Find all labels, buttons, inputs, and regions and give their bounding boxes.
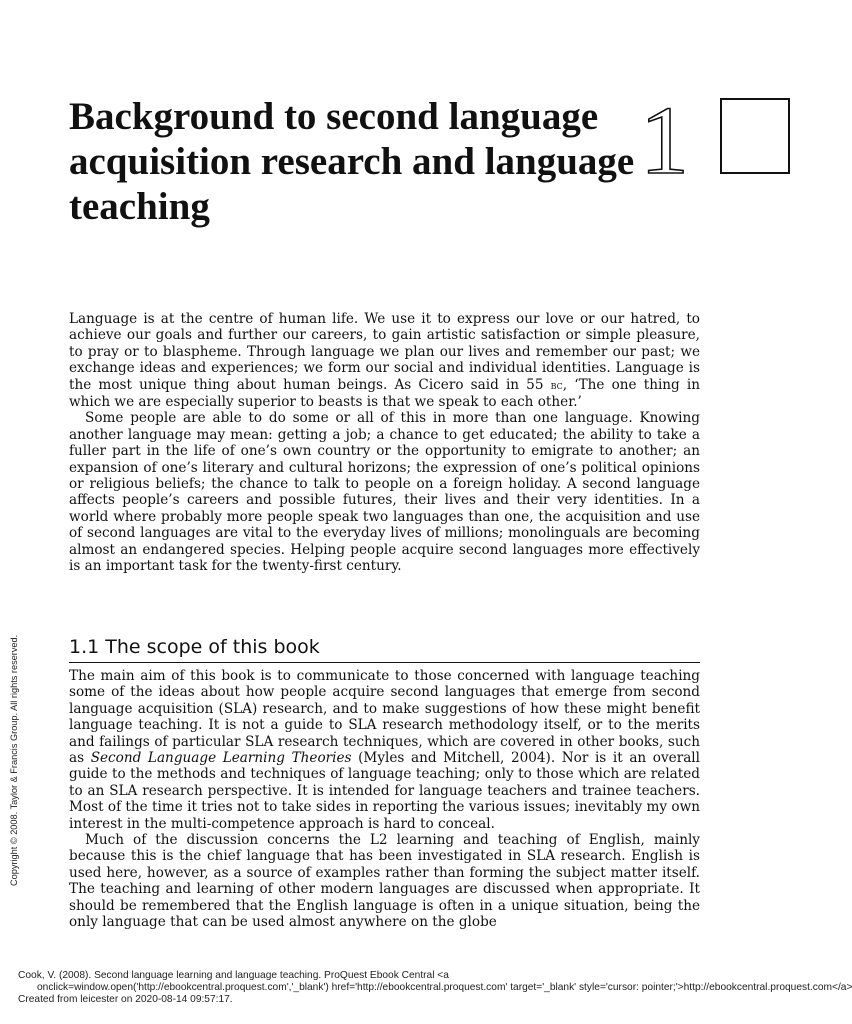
intro-paragraph-1 — [69, 311, 700, 410]
section-paragraph-2: Much of the discussion concerns the L2 learning and teaching of English, mainly because this is the chief language that has been investigated in SLA research. English is used here, however, as a source of examples rather than forming the subject matter itself. The teaching and learning of other modern languages are discussed when appropriate. It should be remembered that the English language is often in a unique situation, being the only language that can be used almost anywhere on the globe — [69, 832, 700, 931]
intro-section — [69, 311, 700, 575]
section-body — [69, 668, 700, 931]
chapter-box-decoration — [720, 98, 790, 174]
chapter-number: 1 — [640, 87, 689, 195]
section-p1-text-end: (Myles and Mitchell, 2004). Nor is it an overall guide to the methods and techniques of language teaching; only to those which are related to an SLA research perspective. It is intended for language teachers and trainee teachers. Most of the time it tries not to take sides in reporting the various issues; inevitably my own interest in the multi-competence approach is hard to conceal. — [69, 750, 700, 832]
section-heading: 1.1 The scope of this book — [69, 634, 700, 663]
intro-p1-text-end: , ‘The one thing in which we are especially superior to beasts is that we speak to each other.’ — [69, 376, 700, 411]
intro-p1-text: Language is at the centre of human life. We use it to express our love or our hatred, to achieve our goals and further our careers, to gain artistic satisfaction or simple pleasure, to pray or to blaspheme. Through language we plan our lives and remember our past; we exchange ideas and experiences; we form our social and individual identities. Language is the most unique thing about human beings. As Cicero said in 55 — [69, 311, 700, 393]
intro-paragraph-2: Some people are able to do some or all of this in more than one language. Knowing another language may mean: getting a job; a chance to get educated; the ability to take a fuller part in the life of one’s own country or the opportunity to emigrate to another; an expansion of one’s literary and cultural horizons; the expression of one’s political opinions or religious beliefs; the chance to talk to people on a foreign holiday. A second language affects people’s careers and possible futures, their lives and their very identities. In a world where probably more people speak two languages than one, the acquisition and use of second languages are vital to the everyday lives of millions; monolinguals are becoming almost an endangered species. Helping people acquire second languages more effectively is an important task for the twenty-first century. — [69, 410, 700, 575]
copyright-notice: Copyright © 2008. Taylor & Francis Group. All rights reserved. — [9, 634, 19, 886]
footer-line-1: Cook, V. (2008). Second language learning and language teaching. ProQuest Ebook Central <a — [18, 970, 449, 981]
footer-line-3: Created from leicester on 2020-08-14 09:57:17. — [18, 994, 233, 1005]
chapter-title: Background to second language acquisition research and language teaching — [69, 95, 635, 228]
section-p1-text: The main aim of this book is to communicate to those concerned with language teaching some of the ideas about how people acquire second languages that emerge from second language acquisition (SLA) research, and to make suggestions of how these might benefit language teaching. It is not a guide to SLA research methodology itself, or to the merits and failings of particular SLA research techniques, which are covered in other books, such as — [69, 668, 700, 767]
section-paragraph-1 — [69, 668, 700, 832]
footer-line-2[interactable]: onclick=window.open('http://ebookcentral.proquest.com','_blank') href='http://ebookcentral.proquest.com' target='_blank' style='cursor: pointer;'>http://ebookcentral.proquest.com</a> — [37, 982, 852, 993]
citation-footer — [18, 970, 852, 1006]
era-small-caps: bc — [550, 378, 563, 392]
book-title: Second Language Learning Theories — [90, 750, 352, 767]
